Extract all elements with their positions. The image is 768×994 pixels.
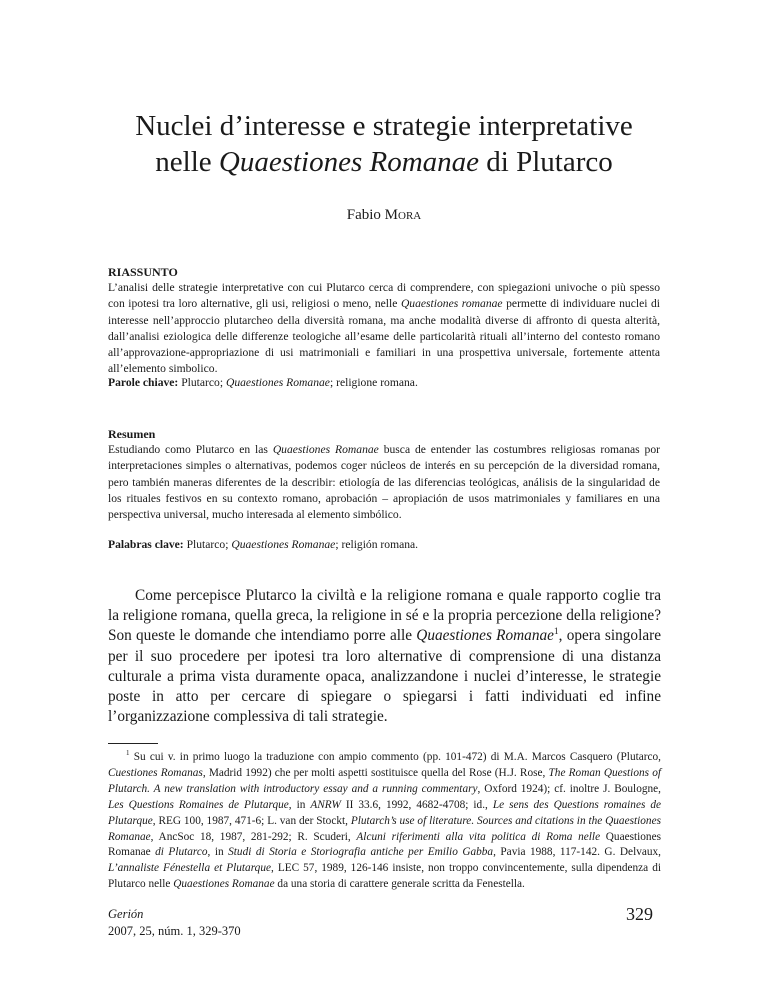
fn-t2: , Madrid 1992) che per molti aspetti sostituisce quella del Rose (H.J. Rose, bbox=[202, 766, 549, 779]
journal-name-text: Gerión bbox=[108, 907, 144, 921]
fn-e3: Les Questions Romaines de Plutarque bbox=[108, 798, 289, 811]
fn-t4: , in bbox=[288, 798, 311, 811]
body-paragraph bbox=[108, 586, 661, 727]
journal-name bbox=[108, 906, 241, 923]
journal-info bbox=[108, 906, 241, 940]
palabras-clave bbox=[108, 537, 660, 553]
fn-t10: , Pavia 1988, 117-142. G. Delvaux, bbox=[493, 846, 661, 859]
fn-e5: Le sens des Questions romaines de Plutarque bbox=[108, 798, 662, 827]
fn-t3: , Oxford 1924); cf. inoltre J. Boulogne, bbox=[477, 782, 661, 795]
title-text-end: di Plutarco bbox=[479, 146, 613, 178]
parole-a: Plutarco; bbox=[178, 376, 226, 389]
fn-t11: , LEC 57, 1989, 126-146 insiste, non troppo convincentemente, sulla dipendenza di Plutarco nelle bbox=[108, 862, 661, 891]
fn-e8: di Plutarco bbox=[155, 846, 208, 859]
palabras-a: Plutarco; bbox=[183, 538, 232, 551]
fn-t9: , in bbox=[207, 846, 229, 859]
resumen-block bbox=[108, 426, 660, 523]
resumen-italic: Quaestiones Romanae bbox=[272, 443, 379, 457]
page-number: 329 bbox=[626, 904, 653, 924]
fn-e1: Cuestiones Romanas bbox=[108, 766, 203, 779]
fn-e7: Alcuni riferimenti alla vita politica di Roma nelle bbox=[356, 830, 601, 843]
riassunto-text bbox=[108, 280, 660, 377]
parole-label: Parole chiave: bbox=[108, 376, 179, 389]
fn-e6: Plutarch’s use of literature. Sources and citations in the Quaestiones Romanae bbox=[108, 814, 661, 843]
fn-t5: II 33.6, 1992, 4682-4708; id., bbox=[340, 798, 493, 811]
palabras-label: Palabras clave: bbox=[108, 538, 184, 551]
author-first: Fabio bbox=[346, 207, 385, 223]
resumen-text-a: Estudiando como Plutarco en las bbox=[108, 443, 273, 457]
fn-e9: Studi di Storia e Storiografia antiche per Emilio Gabba bbox=[228, 846, 494, 859]
footnote-number: 1 bbox=[126, 749, 130, 758]
author-name bbox=[0, 207, 768, 224]
parole-b: ; religione romana. bbox=[329, 376, 418, 389]
resumen-heading: Resumen bbox=[108, 427, 156, 441]
riassunto-text-b: permette di individuare nuclei di interesse nell’approccio plutarcheo della diversità romana, ma anche modalità diverse di affronto di questa alterità, dall’analisi eziologica delle differenze teologiche all’esame delle particolarità rituali all’interno del contesto romano all’approvazione-appropriazione di usi matrimoniali e familiari in una prospettiva universale, fortemente attenta all’elemento simbolico. bbox=[108, 297, 660, 376]
fn-t12: da una storia di carattere generale scritta da Fenestella. bbox=[274, 878, 525, 891]
title-italic: Quaestiones Romanae bbox=[218, 146, 480, 178]
article-title bbox=[0, 108, 768, 180]
riassunto-italic: Quaestiones romanae bbox=[400, 297, 503, 311]
fn-t8: Quaestiones Romanae bbox=[108, 830, 661, 859]
fn-t1: Su cui v. in primo luogo la traduzione con ampio commento (pp. 101-472) di M.A. Marcos Casquero (Plutarco, bbox=[129, 751, 661, 763]
title-line-2 bbox=[0, 144, 768, 180]
title-text: nelle bbox=[155, 146, 219, 178]
fn-e2: The Roman Questions of Plutarch. A new translation with introductory essay and a running commentary bbox=[108, 766, 661, 795]
parole-em: Quaestiones Romanae bbox=[225, 376, 330, 389]
fn-e10: L’annaliste Fénestella et Plutarque bbox=[108, 862, 271, 875]
riassunto-text-a: L’analisi delle strategie interpretative con cui Plutarco cerca di comprendere, con spiegazioni univoche o più spesso con ipotesi tra loro alternative, gli usi, religiosi o meno, nelle bbox=[108, 281, 660, 311]
body-italic: Quaestiones Romanae bbox=[416, 627, 554, 645]
palabras-b: ; religión romana. bbox=[335, 538, 419, 551]
palabras-em: Quaestiones Romanae bbox=[231, 538, 336, 551]
riassunto-heading: RIASSUNTO bbox=[108, 265, 178, 279]
footnote-divider bbox=[108, 743, 158, 744]
body-text-b: , opera singolare per il suo procedere per ipotesi tra loro alternative di comprensione di una distanza culturale a prima vista duramente opaca, analizzandone i nuclei d’interesse, le strategie poste in atto per cercare di spiegare o spiegarsi i fatti individuati ed infine l’organizzazione complessiva di tali strategie. bbox=[108, 627, 661, 726]
footnote-1 bbox=[108, 750, 661, 893]
resumen-text bbox=[108, 442, 660, 523]
title-line-1: Nuclei d’interesse e strategie interpretative bbox=[135, 110, 633, 142]
footnote-ref-1[interactable]: 1 bbox=[553, 627, 559, 638]
parole-chiave bbox=[108, 375, 660, 391]
resumen-text-b: busca de entender las costumbres religiosas romanas por interpretaciones simples o alternativas, podemos coger núcleos de interés en su percepción de la diversidad romana, pero también maneras diferentes de la describir: etiología de las diferencias teológicas, análisis de la singularidad de los rituales festivos en su contexto romano, aprobación – apropiación de usos matrimoniales y familiares en una perspectiva universal, mucho interesada al elemento simbólico. bbox=[108, 443, 660, 522]
fn-t7: , AncSoc 18, 1987, 281-292; R. Scuderi, bbox=[150, 830, 357, 843]
fn-e4: ANRW bbox=[310, 798, 341, 811]
fn-t6: , REG 100, 1987, 471-6; L. van der Stockt, bbox=[152, 814, 351, 827]
author-last: Mora bbox=[384, 207, 422, 223]
body-text-a: Come percepisce Plutarco la civiltà e la religione romana e quale rapporto coglie tra la religione romana, quella greca, la religione in sé e la propria percezione della religione? Son queste le domande che intendiamo porre alle bbox=[108, 587, 661, 645]
fn-e11: Quaestiones Romanae bbox=[173, 878, 275, 891]
riassunto-block bbox=[108, 264, 660, 377]
journal-citation: 2007, 25, núm. 1, 329-370 bbox=[108, 924, 241, 938]
